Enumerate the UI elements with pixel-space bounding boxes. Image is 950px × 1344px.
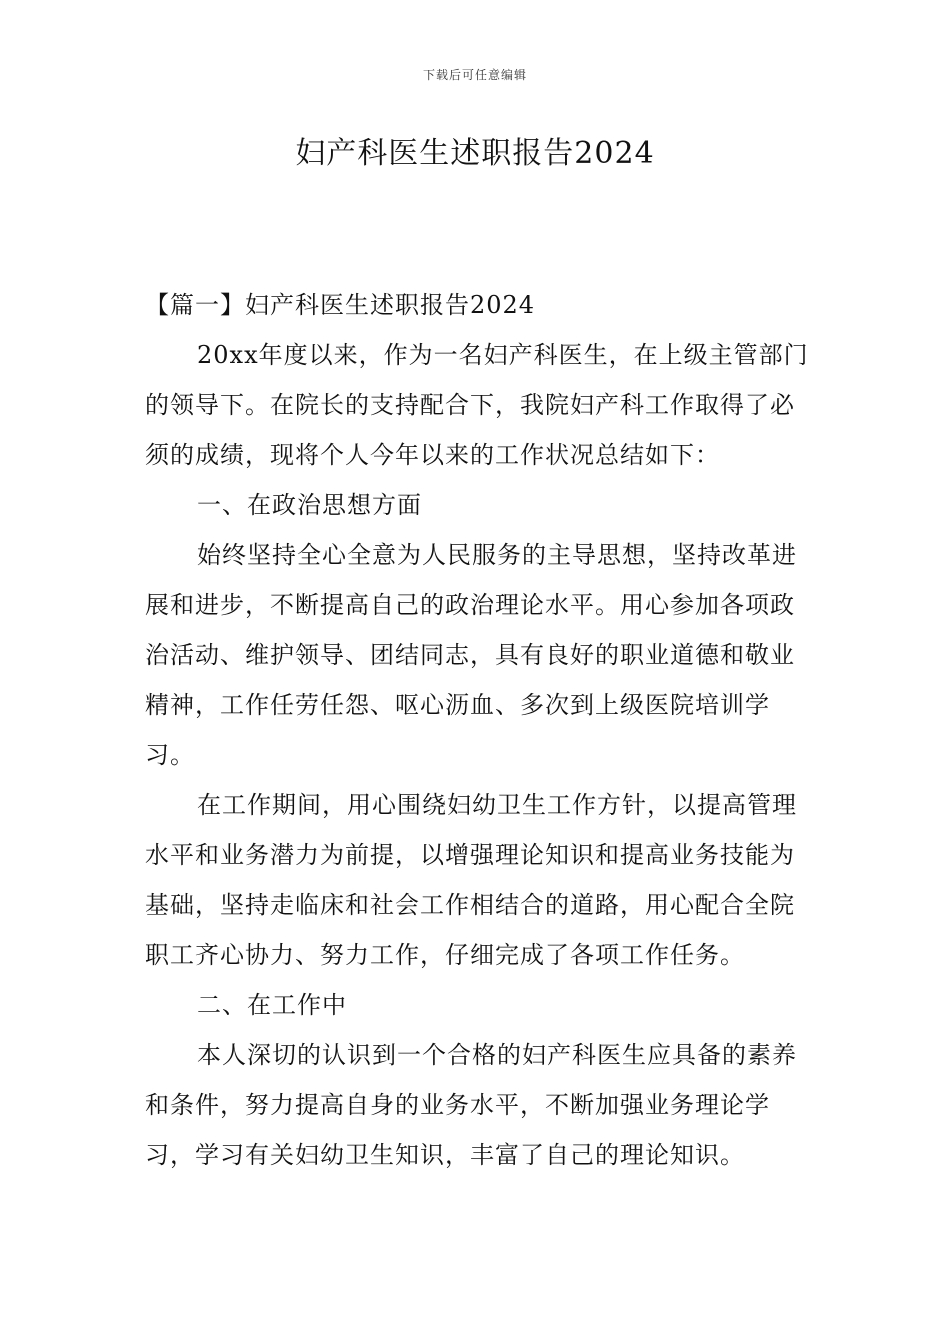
paragraph-political: 始终坚持全心全意为人民服务的主导思想，坚持改革进展和进步，不断提高自己的政治理论水平。用心参加各项政治活动、维护领导、团结同志，具有良好的职业道德和敬业精神，工作任劳任怨、呕心沥血、多次到上级医院培训学习。 bbox=[145, 541, 797, 769]
paragraph-work-period: 在工作期间，用心围绕妇幼卫生工作方针，以提高管理水平和业务潜力为前提，以增强理论知识和提高业务技能为基础，坚持走临床和社会工作相结合的道路，用心配合全院职工齐心协力、努力工作，仔细完成了各项工作任务。 bbox=[145, 791, 797, 969]
section-heading: 【篇一】妇产科医生述职报告2024 bbox=[145, 291, 536, 319]
paragraph-intro: 20xx年度以来，作为一名妇产科医生，在上级主管部门的领导下。在院长的支持配合下，我院妇产科工作取得了必须的成绩，现将个人今年以来的工作状况总结如下： bbox=[145, 341, 809, 469]
document-title: 妇产科医生述职报告2024 bbox=[295, 136, 655, 171]
document-body bbox=[145, 280, 810, 1180]
heading-at-work: 二、在工作中 bbox=[197, 991, 347, 1019]
paragraph-at-work: 本人深切的认识到一个合格的妇产科医生应具备的素养和条件，努力提高自身的业务水平，不断加强业务理论学习，学习有关妇幼卫生知识，丰富了自己的理论知识。 bbox=[145, 1041, 797, 1169]
heading-political: 一、在政治思想方面 bbox=[197, 491, 422, 519]
header-note: 下载后可任意编辑 bbox=[422, 68, 527, 82]
